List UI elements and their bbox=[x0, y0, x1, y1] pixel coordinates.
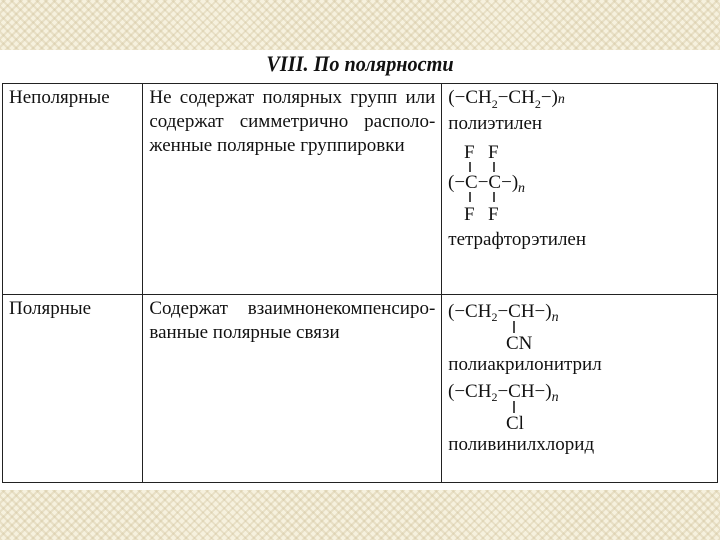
decorative-top-band bbox=[0, 0, 720, 50]
examples-cell bbox=[442, 295, 718, 483]
svg-text:(−CH2−CH−)n: $(-CH_2-CH-)_n$ bbox=[448, 381, 559, 405]
polymer-name: тетрафторэтилен bbox=[448, 229, 587, 250]
decorative-bottom-band bbox=[0, 490, 720, 540]
table-row bbox=[3, 84, 718, 295]
polymer-name: поливинилхлорид bbox=[448, 434, 595, 455]
polyethylene-formula: $(-CH_2-CH_2-)n$ bbox=[448, 87, 565, 111]
description-cell bbox=[143, 84, 442, 295]
polymer-name: полиакрилонитрил bbox=[448, 354, 602, 375]
description-text: Содержат взаимнонекомпенсиро-ванные полярные связи bbox=[149, 298, 436, 343]
slide-title: VIII. По полярности bbox=[266, 51, 454, 76]
category-cell bbox=[3, 84, 143, 295]
polarity-table bbox=[2, 83, 718, 483]
polyacrylonitrile-structure bbox=[448, 297, 698, 353]
examples-cell bbox=[442, 84, 718, 295]
category-label: Полярные bbox=[9, 298, 92, 319]
fluorine-atom: F bbox=[488, 204, 499, 225]
fluorine-atom: F bbox=[464, 204, 475, 225]
polyvinylchloride-structure bbox=[448, 377, 698, 433]
polymer-name: полиэтилен bbox=[448, 113, 543, 134]
description-cell bbox=[143, 295, 442, 483]
substituent: Cl bbox=[506, 413, 525, 433]
substituent: CN bbox=[506, 333, 533, 353]
fluorine-atom: F bbox=[488, 142, 499, 163]
tetrafluoroethylene-structure bbox=[448, 136, 698, 228]
tfe-chain: (−C−C−) bbox=[448, 172, 519, 193]
index-n: n bbox=[518, 181, 526, 196]
fluorine-atom: F bbox=[464, 142, 475, 163]
svg-text:(−CH2−CH−)n: $(-CH_2-CH-)_n$ bbox=[448, 301, 559, 325]
description-text: Не содержат полярных групп или содержат симметрично располо-женные полярные группировки bbox=[149, 87, 436, 156]
category-cell bbox=[3, 295, 143, 483]
category-label: Неполярные bbox=[9, 87, 110, 108]
table-row bbox=[3, 295, 718, 483]
